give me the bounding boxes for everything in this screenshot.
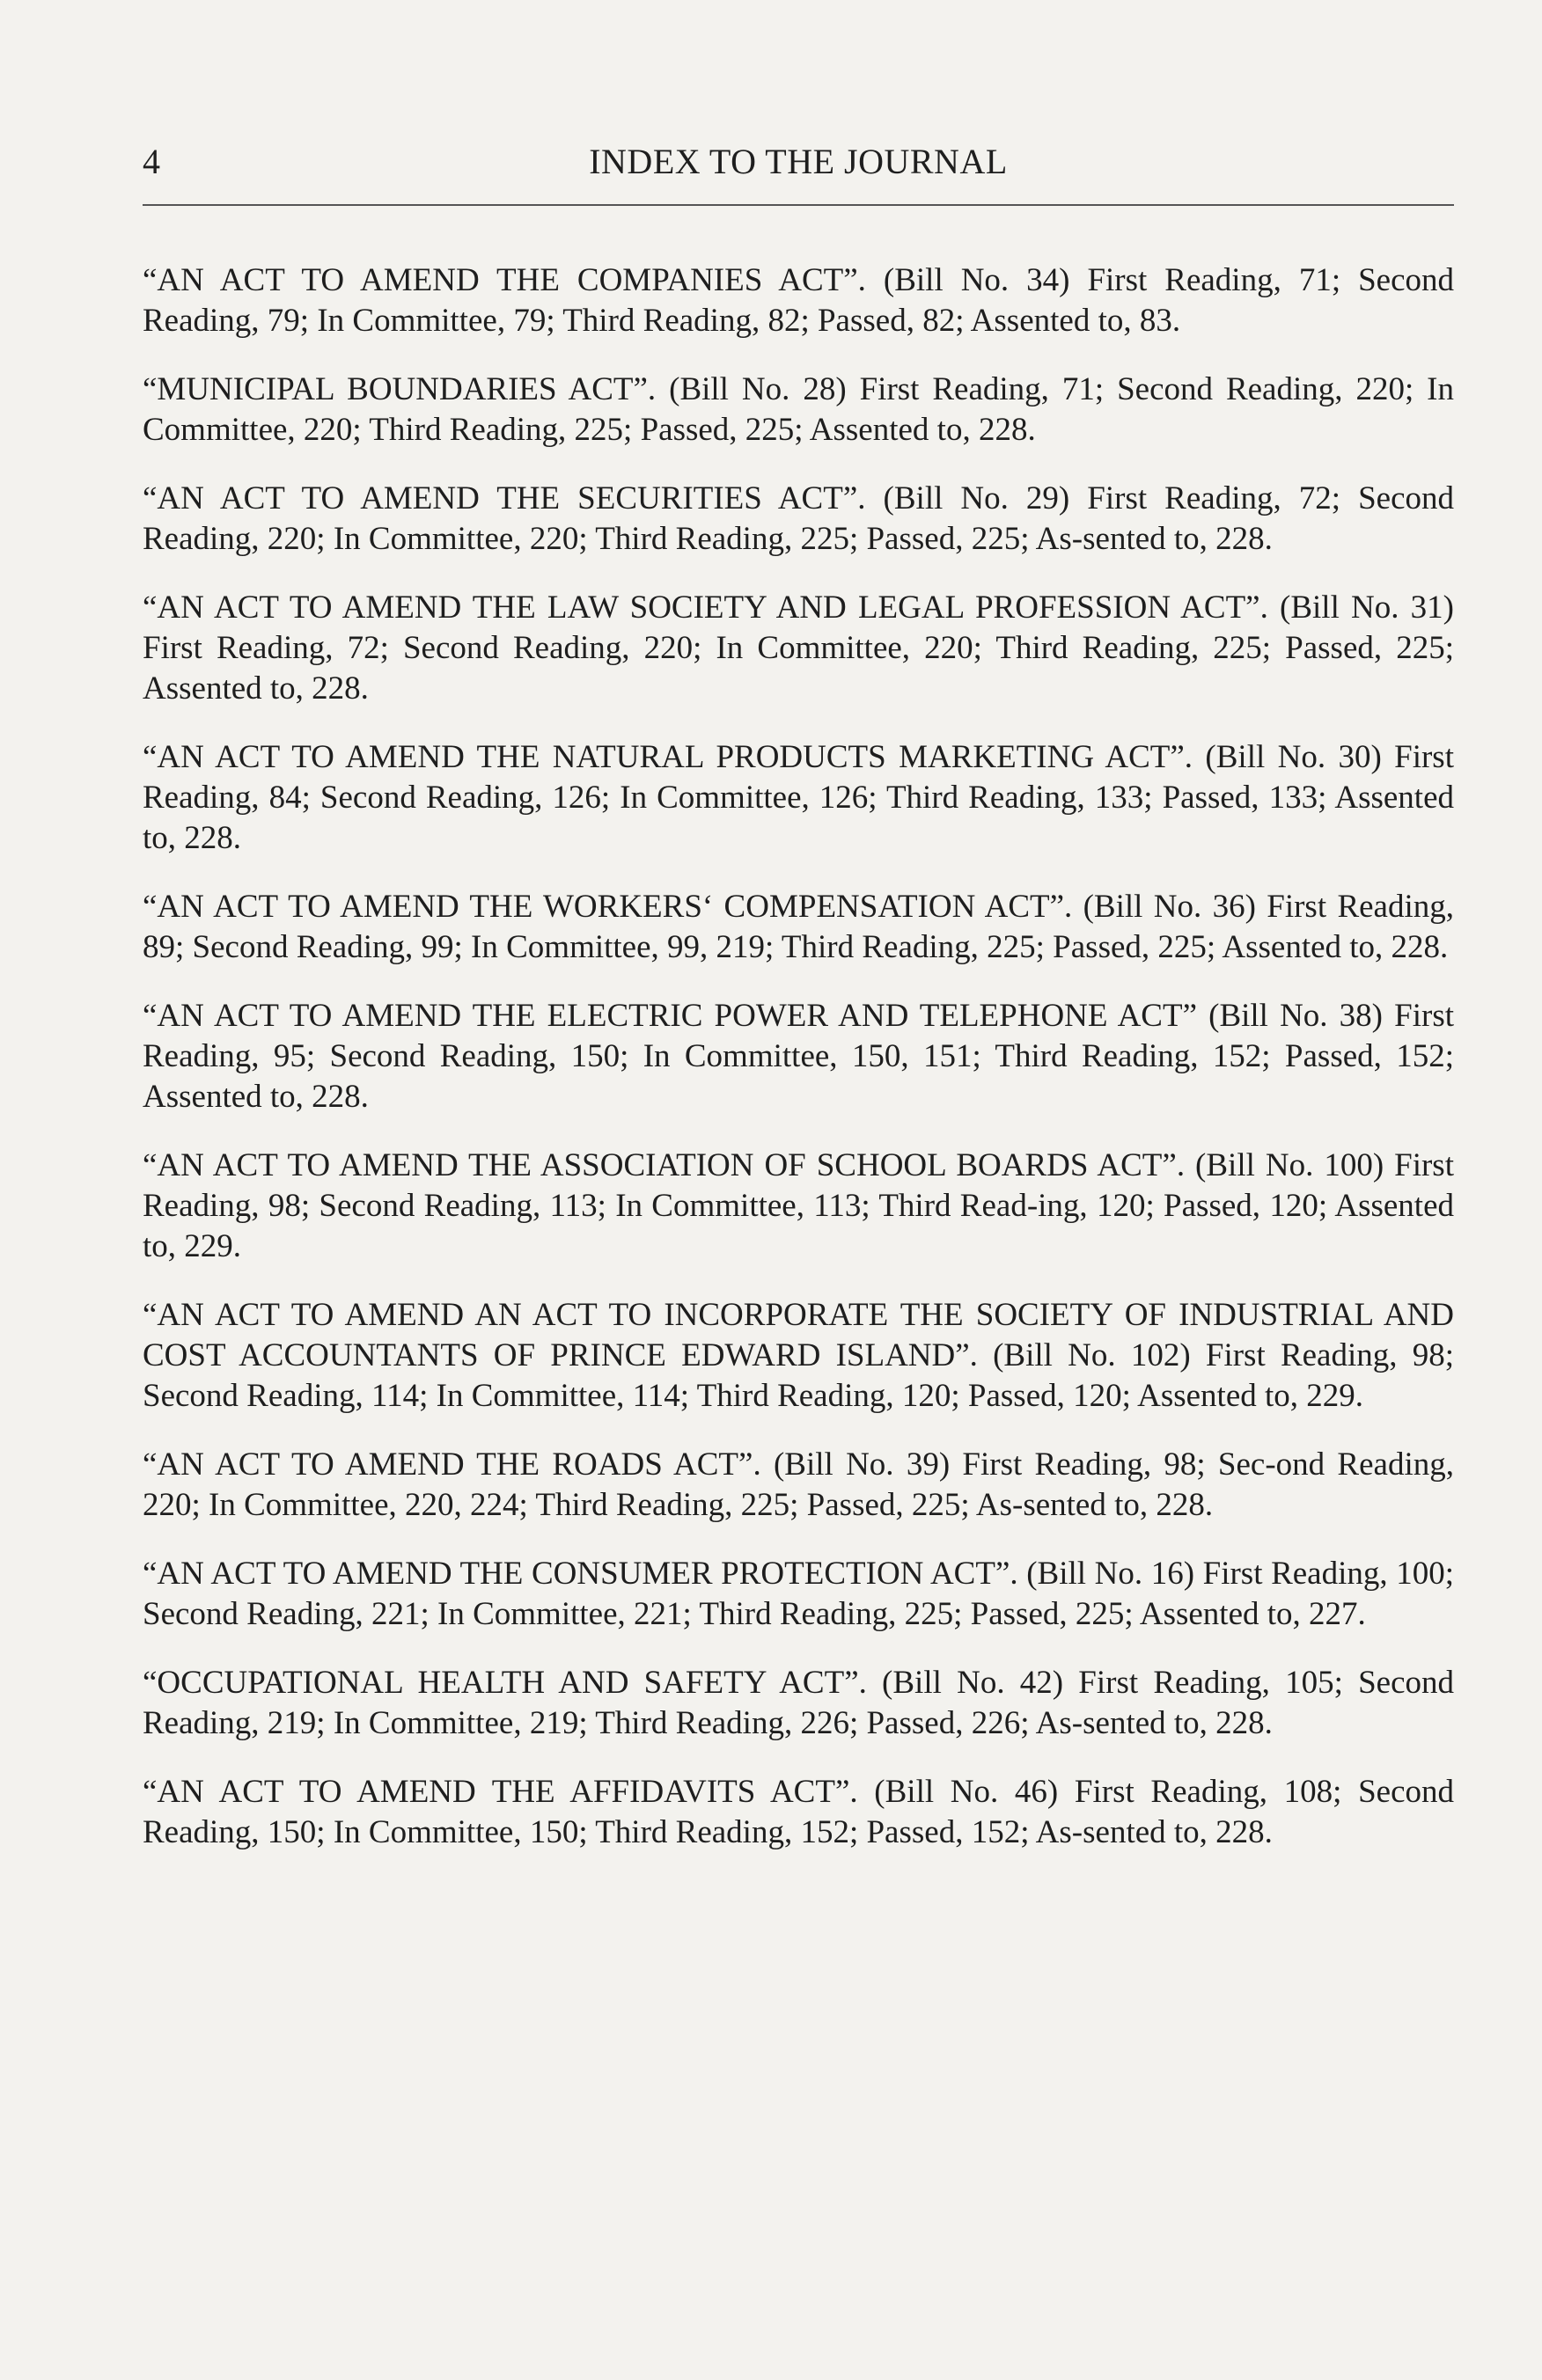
running-head	[143, 130, 1454, 201]
bill-entry: “AN ACT TO AMEND THE SECURITIES ACT”. (Bill No. 29) First Reading, 72; Second Reading, 220; In Committee, 220; Third Reading, 225; Passed, 225; As-sented to, 228.	[143, 480, 1454, 557]
bill-entry: “AN ACT TO AMEND THE NATURAL PRODUCTS MARKETING ACT”. (Bill No. 30) First Reading, 84; Second Reading, 126; In Committee, 126; Third Reading, 133; Passed, 133; Assented to, 228.	[143, 739, 1454, 856]
bill-entry: “AN ACT TO AMEND THE CONSUMER PROTECTION ACT”. (Bill No. 16) First Reading, 100; Second Reading, 221; In Committee, 221; Third Reading, 225; Passed, 225; Assented to, 227.	[143, 1556, 1454, 1632]
bill-entry: “AN ACT TO AMEND THE COMPANIES ACT”. (Bill No. 34) First Reading, 71; Second Reading, 79; In Committee, 79; Third Reading, 82; Passed, 82; Assented to, 83.	[143, 262, 1454, 339]
bill-index-list	[143, 260, 1454, 1881]
bill-entry: “AN ACT TO AMEND THE ROADS ACT”. (Bill No. 39) First Reading, 98; Sec-ond Reading, 220; In Committee, 220, 224; Third Reading, 225; Passed, 225; As-sented to, 228.	[143, 1446, 1454, 1523]
page-number: 4	[143, 142, 160, 181]
header-divider	[143, 204, 1454, 206]
page-title: INDEX TO THE JOURNAL	[589, 142, 1008, 181]
bill-entry: “AN ACT TO AMEND THE LAW SOCIETY AND LEGAL PROFESSION ACT”. (Bill No. 31) First Reading, 72; Second Reading, 220; In Committee, 220; Third Reading, 225; Passed, 225; Assented to, 228.	[143, 590, 1454, 707]
bill-entry: “AN ACT TO AMEND THE ASSOCIATION OF SCHOOL BOARDS ACT”. (Bill No. 100) First Reading, 98; Second Reading, 113; In Committee, 113; Third Read-ing, 120; Passed, 120; Assented to, 229.	[143, 1147, 1454, 1264]
bill-entry: “OCCUPATIONAL HEALTH AND SAFETY ACT”. (Bill No. 42) First Reading, 105; Second Reading, 219; In Committee, 219; Third Reading, 226; Passed, 226; As-sented to, 228.	[143, 1665, 1454, 1741]
bill-entry: “MUNICIPAL BOUNDARIES ACT”. (Bill No. 28) First Reading, 71; Second Reading, 220; In Committee, 220; Third Reading, 225; Passed, 225; Assented to, 228.	[143, 371, 1454, 448]
bill-entry: “AN ACT TO AMEND AN ACT TO INCORPORATE THE SOCIETY OF INDUSTRIAL AND COST ACCOUNTANTS OF PRINCE EDWARD ISLAND”. (Bill No. 102) First Reading, 98; Second Reading, 114; In Committee, 114; Third Reading, 120; Passed, 120; Assented to, 229.	[143, 1297, 1454, 1414]
bill-entry: “AN ACT TO AMEND THE ELECTRIC POWER AND TELEPHONE ACT” (Bill No. 38) First Reading, 95; Second Reading, 150; In Committee, 150, 151; Third Reading, 152; Passed, 152; Assented to, 228.	[143, 998, 1454, 1115]
bill-entry: “AN ACT TO AMEND THE WORKERS‘ COMPENSATION ACT”. (Bill No. 36) First Reading, 89; Second Reading, 99; In Committee, 99, 219; Third Reading, 225; Passed, 225; Assented to, 228.	[143, 889, 1454, 965]
bill-entry: “AN ACT TO AMEND THE AFFIDAVITS ACT”. (Bill No. 46) First Reading, 108; Second Reading, 150; In Committee, 150; Third Reading, 152; Passed, 152; As-sented to, 228.	[143, 1774, 1454, 1850]
